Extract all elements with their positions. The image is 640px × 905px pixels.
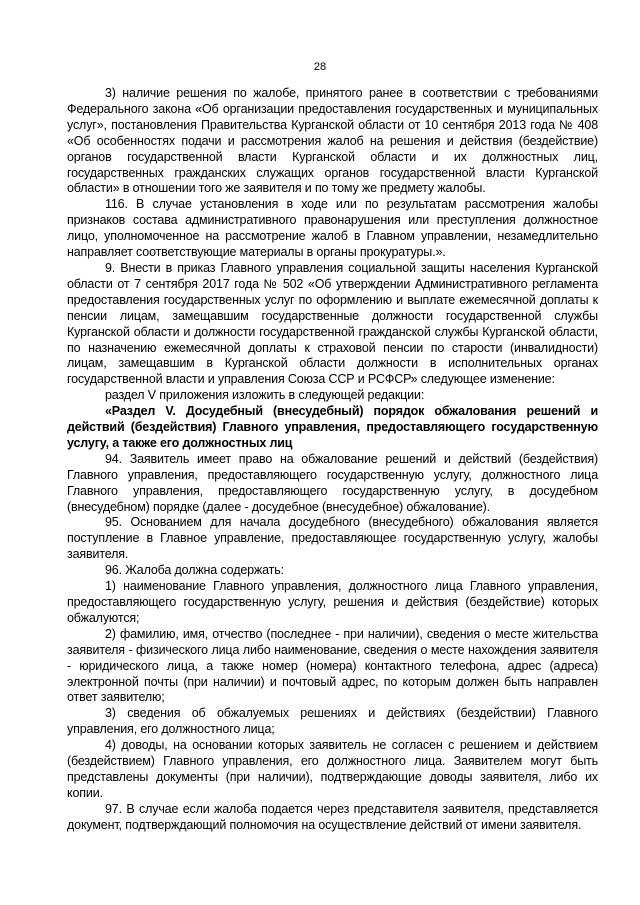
paragraph-94: 94. Заявитель имеет право на обжалование решений и действий (бездействия) Главного управления, предоставляющего государственную услугу, должностного лица Главного управления, предоставляющего государственную услугу, в досудебном (внесудебном) порядке (далее - досудебное (внесудебное) обжалование). [67, 451, 598, 514]
list-item-1: 1) наименование Главного управления, должностного лица Главного управления, предоставляющего государственную услугу, решения и действия (бездействие) которых обжалуются; [67, 579, 598, 625]
list-item-3: 3) сведения об обжалуемых решениях и действиях (бездействии) Главного управления, его должностного лица; [67, 706, 598, 737]
paragraph-95: 95. Основанием для начала досудебного (внесудебного) обжалования является поступление в Главное управление, предоставляющее государственную услугу, жалобы заявителя. [67, 515, 598, 562]
list-item-2: 2) фамилию, имя, отчество (последнее - при наличии), сведения о месте жительства заявителя - физического лица либо наименование, сведения о месте нахождения заявителя - юридического лица, а также номер (номера) контактного телефона, адрес (адреса) электронной почты (при наличии) и почтовый адрес, по которым должен быть направлен ответ заявителю; [67, 626, 598, 705]
paragraph-section-v-intro: раздел V приложения изложить в следующей редакции: [105, 388, 425, 403]
paragraph-96: 96. Жалоба должна содержать: [105, 563, 284, 578]
paragraph-9-amendment: 9. Внести в приказ Главного управления социальной защиты населения Курганской области от 7 сентября 2017 года № 502 «Об утверждении Административного регламента предоставления государственных услуг по оформлению и выплате ежемесячной доплаты к пенсии лицам, замещавшим государственные должности государственной службы Курганской области и должности государственной гражданской службы Курганской области, по назначению ежемесячной доплаты к страховой пенсии по старости (инвалидности) лицам, замещавшим в Курганской области должности в исполнительных органах государственной власти и управления Союза ССР и РСФСР» следующее изменение: [67, 260, 598, 387]
paragraph-3-repeat-complaint: 3) наличие решения по жалобе, принятого ранее в соответствии с требованиями Федерального закона «Об организации предоставления государственных и муниципальных услуг», постановления Правительства Курганской области от 10 сентября 2013 года № 408 «Об особенностях подачи и рассмотрения жалоб на решения и действия (бездействие) органов государственной власти Курганской области и их должностных лиц, государственных гражданских служащих органов государственной власти Курганской области» в отношении того же заявителя и по тому же предмету жалобы. [67, 86, 598, 196]
section-v-heading: «Раздел V. Досудебный (внесудебный) порядок обжалования решений и действий (бездействия) Главного управления, предоставляющего государственную услугу, а также его должностных лиц [67, 404, 598, 450]
document-body [67, 86, 598, 834]
paragraph-97: 97. В случае если жалоба подается через представителя заявителя, представляется документ, подтверждающий полномочия на осуществление действий от имени заявителя. [67, 801, 598, 832]
paragraph-116: 116. В случае установления в ходе или по результатам рассмотрения жалобы признаков состава административного правонарушения или преступления должностное лицо, уполномоченное на рассмотрение жалоб в Главном управлении, незамедлительно направляет соответствующие материалы в органы прокуратуры.». [67, 197, 598, 260]
list-item-4: 4) доводы, на основании которых заявитель не согласен с решением и действием (бездействием) Главного управления, его должностного лица. Заявителем могут быть представлены документы (при наличии), подтверждающие доводы заявителя, либо их копии. [67, 738, 598, 800]
page-number: 28 [313, 61, 327, 73]
